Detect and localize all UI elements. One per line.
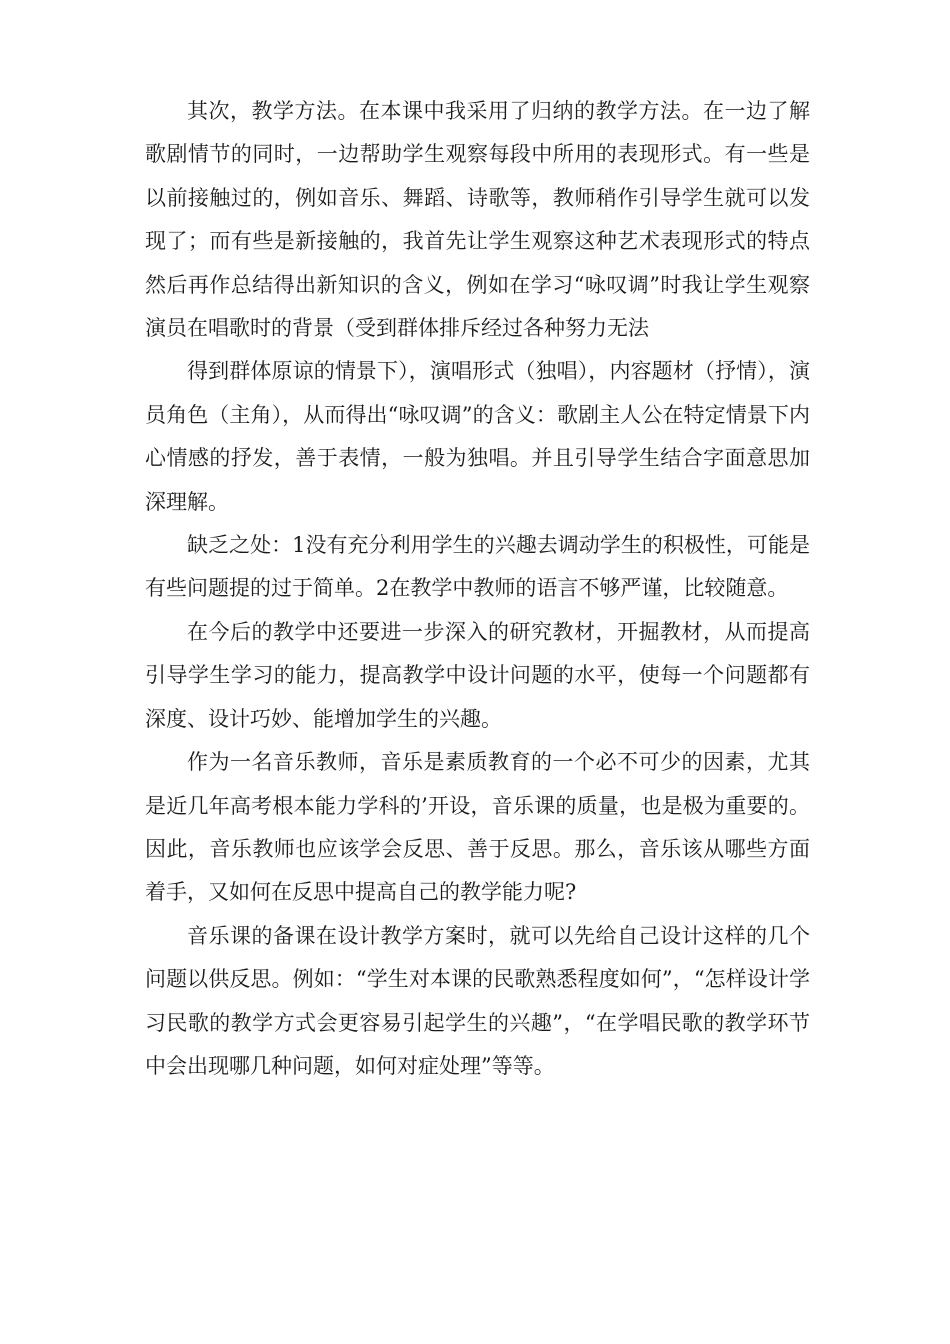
paragraph-teaching-method: 其次，教学方法。在本课中我采用了归纳的教学方法。在一边了解歌剧情节的同时，一边帮助学生观察每段中所用的表现形式。有一些是以前接触过的，例如音乐、舞蹈、诗歌等，教师稍作引导学生就可以发现了；而有些是新接触的，我首先让学生观察这种艺术表现形式的特点然后再作总结得出新知识的含义，例如在学习“咏叹调”时我让学生观察演员在唱歌时的背景（受到群体排斥经过各种努力无法 <box>145 99 810 341</box>
paragraph-lesson-preparation: 音乐课的备课在设计教学方案时，就可以先给自己设计这样的几个问题以供反思。例如：“学生对本课的民歌熟悉程度如何”，“怎样设计学习民歌的教学方式会更容易引起学生的兴趣”，“在学唱民歌的教学环节中会出现哪几种问题，如何对症处理”等等。 <box>145 923 810 1078</box>
document-body <box>145 90 810 1088</box>
paragraph-future-plans: 在今后的教学中还要进一步深入的研究教材，开掘教材，从而提高引导学生学习的能力，提高教学中设计问题的水平，使每一个问题都有深度、设计巧妙、能增加学生的兴趣。 <box>145 619 810 731</box>
paragraph-shortcomings: 缺乏之处：1没有充分利用学生的兴趣去调动学生的积极性，可能是有些问题提的过于简单。2在教学中教师的语言不够严谨，比较随意。 <box>145 533 810 601</box>
paragraph-music-teacher-reflection: 作为一名音乐教师，音乐是素质教育的一个必不可少的因素，尤其是近几年高考根本能力学科的’开设，音乐课的质量，也是极为重要的。因此，音乐教师也应该学会反思、善于反思。那么，音乐该从哪些方面着手，又如何在反思中提高自己的教学能力呢? <box>145 750 810 905</box>
paragraph-aria-definition: 得到群体原谅的情景下），演唱形式（独唱），内容题材（抒情），演员角色（主角），从而得出“咏叹调”的含义：歌剧主人公在特定情景下内心情感的抒发，善于表情，一般为独唱。并且引导学生结合字面意思加深理解。 <box>145 359 810 514</box>
